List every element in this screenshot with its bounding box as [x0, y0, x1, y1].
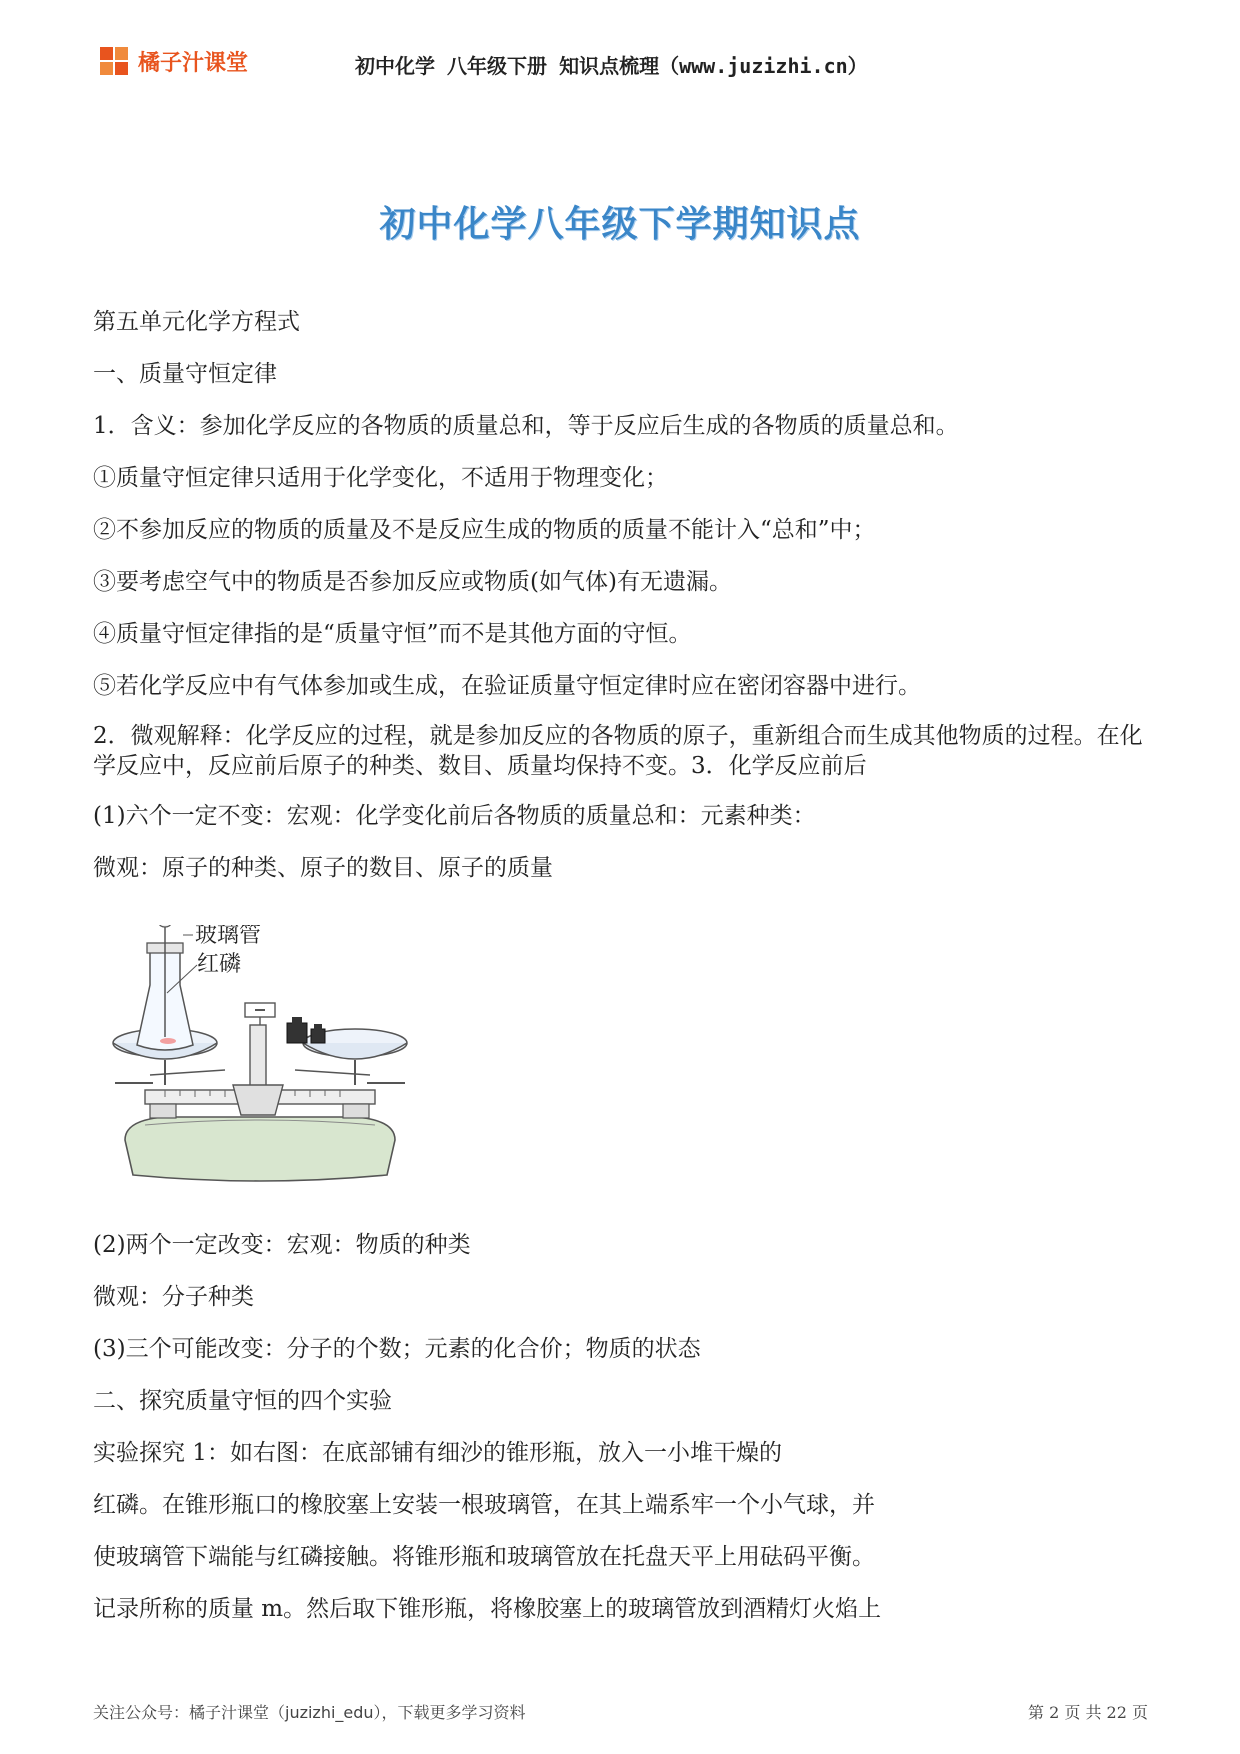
page-header	[0, 0, 1240, 110]
paragraph: 记录所称的质量 m。然后取下锥形瓶，将橡胶塞上的玻璃管放到酒精灯火焰上	[93, 1596, 882, 1622]
paragraph: (3)三个可能改变：分子的个数；元素的化合价；物质的状态	[93, 1336, 701, 1362]
paragraph: ⑤若化学反应中有气体参加或生成，在验证质量守恒定律时应在密闭容器中进行。	[93, 673, 921, 699]
footer-note: 关注公众号：橘子汁课堂（juzizhi_edu），下载更多学习资料	[93, 1703, 526, 1722]
logo-text: 橘子汁课堂	[138, 51, 249, 76]
paragraph: 微观：原子的种类、原子的数目、原子的质量	[93, 855, 553, 881]
paragraph: ④质量守恒定律指的是“质量守恒”而不是其他方面的守恒。	[93, 621, 692, 647]
header-title: 初中化学 八年级下册 知识点梳理（www.juzizhi.cn）	[355, 54, 868, 78]
section-heading: 第五单元化学方程式	[93, 309, 300, 335]
paragraph: ①质量守恒定律只适用于化学变化，不适用于物理变化；	[93, 465, 668, 491]
paragraph: 1．含义：参加化学反应的各物质的质量总和，等于反应后生成的各物质的质量总和。	[93, 413, 959, 439]
logo-grid-icon	[100, 47, 130, 77]
paragraph: 微观：分子种类	[93, 1284, 254, 1310]
label-glass-tube: 玻璃管	[195, 925, 262, 948]
document-title: 初中化学八年级下学期知识点	[379, 204, 861, 245]
balance-illustration	[105, 925, 415, 1195]
subsection-heading: 二、探究质量守恒的四个实验	[93, 1388, 392, 1414]
paragraph: ③要考虑空气中的物质是否参加反应或物质(如气体)有无遗漏。	[93, 569, 732, 595]
brand-logo	[100, 46, 248, 77]
label-red-phosphorus: 红磷	[197, 952, 242, 977]
paragraph: (2)两个一定改变：宏观：物质的种类	[93, 1232, 471, 1258]
page-number: 第 2 页 共 22 页	[1028, 1703, 1148, 1722]
paragraph: ②不参加反应的物质的质量及不是反应生成的物质的质量不能计入“总和”中；	[93, 517, 876, 543]
paragraph: 实验探究 1：如右图：在底部铺有细沙的锥形瓶，放入一小堆干燥的	[93, 1440, 782, 1466]
paragraph: 使玻璃管下端能与红磷接触。将锥形瓶和玻璃管放在托盘天平上用砝码平衡。	[93, 1544, 875, 1570]
balance-experiment-figure	[105, 925, 415, 1195]
subsection-heading: 一、质量守恒定律	[93, 361, 277, 387]
paragraph: 红磷。在锥形瓶口的橡胶塞上安装一根玻璃管，在其上端系牢一个小气球，并	[93, 1492, 875, 1518]
paragraph: 2．微观解释：化学反应的过程，就是参加反应的各物质的原子，重新组合而生成其他物质的过程。在化学反应中，反应前后原子的种类、数目、质量均保持不变。3．化学反应前后	[93, 723, 1143, 779]
paragraph: (1)六个一定不变：宏观：化学变化前后各物质的质量总和：元素种类：	[93, 803, 816, 829]
